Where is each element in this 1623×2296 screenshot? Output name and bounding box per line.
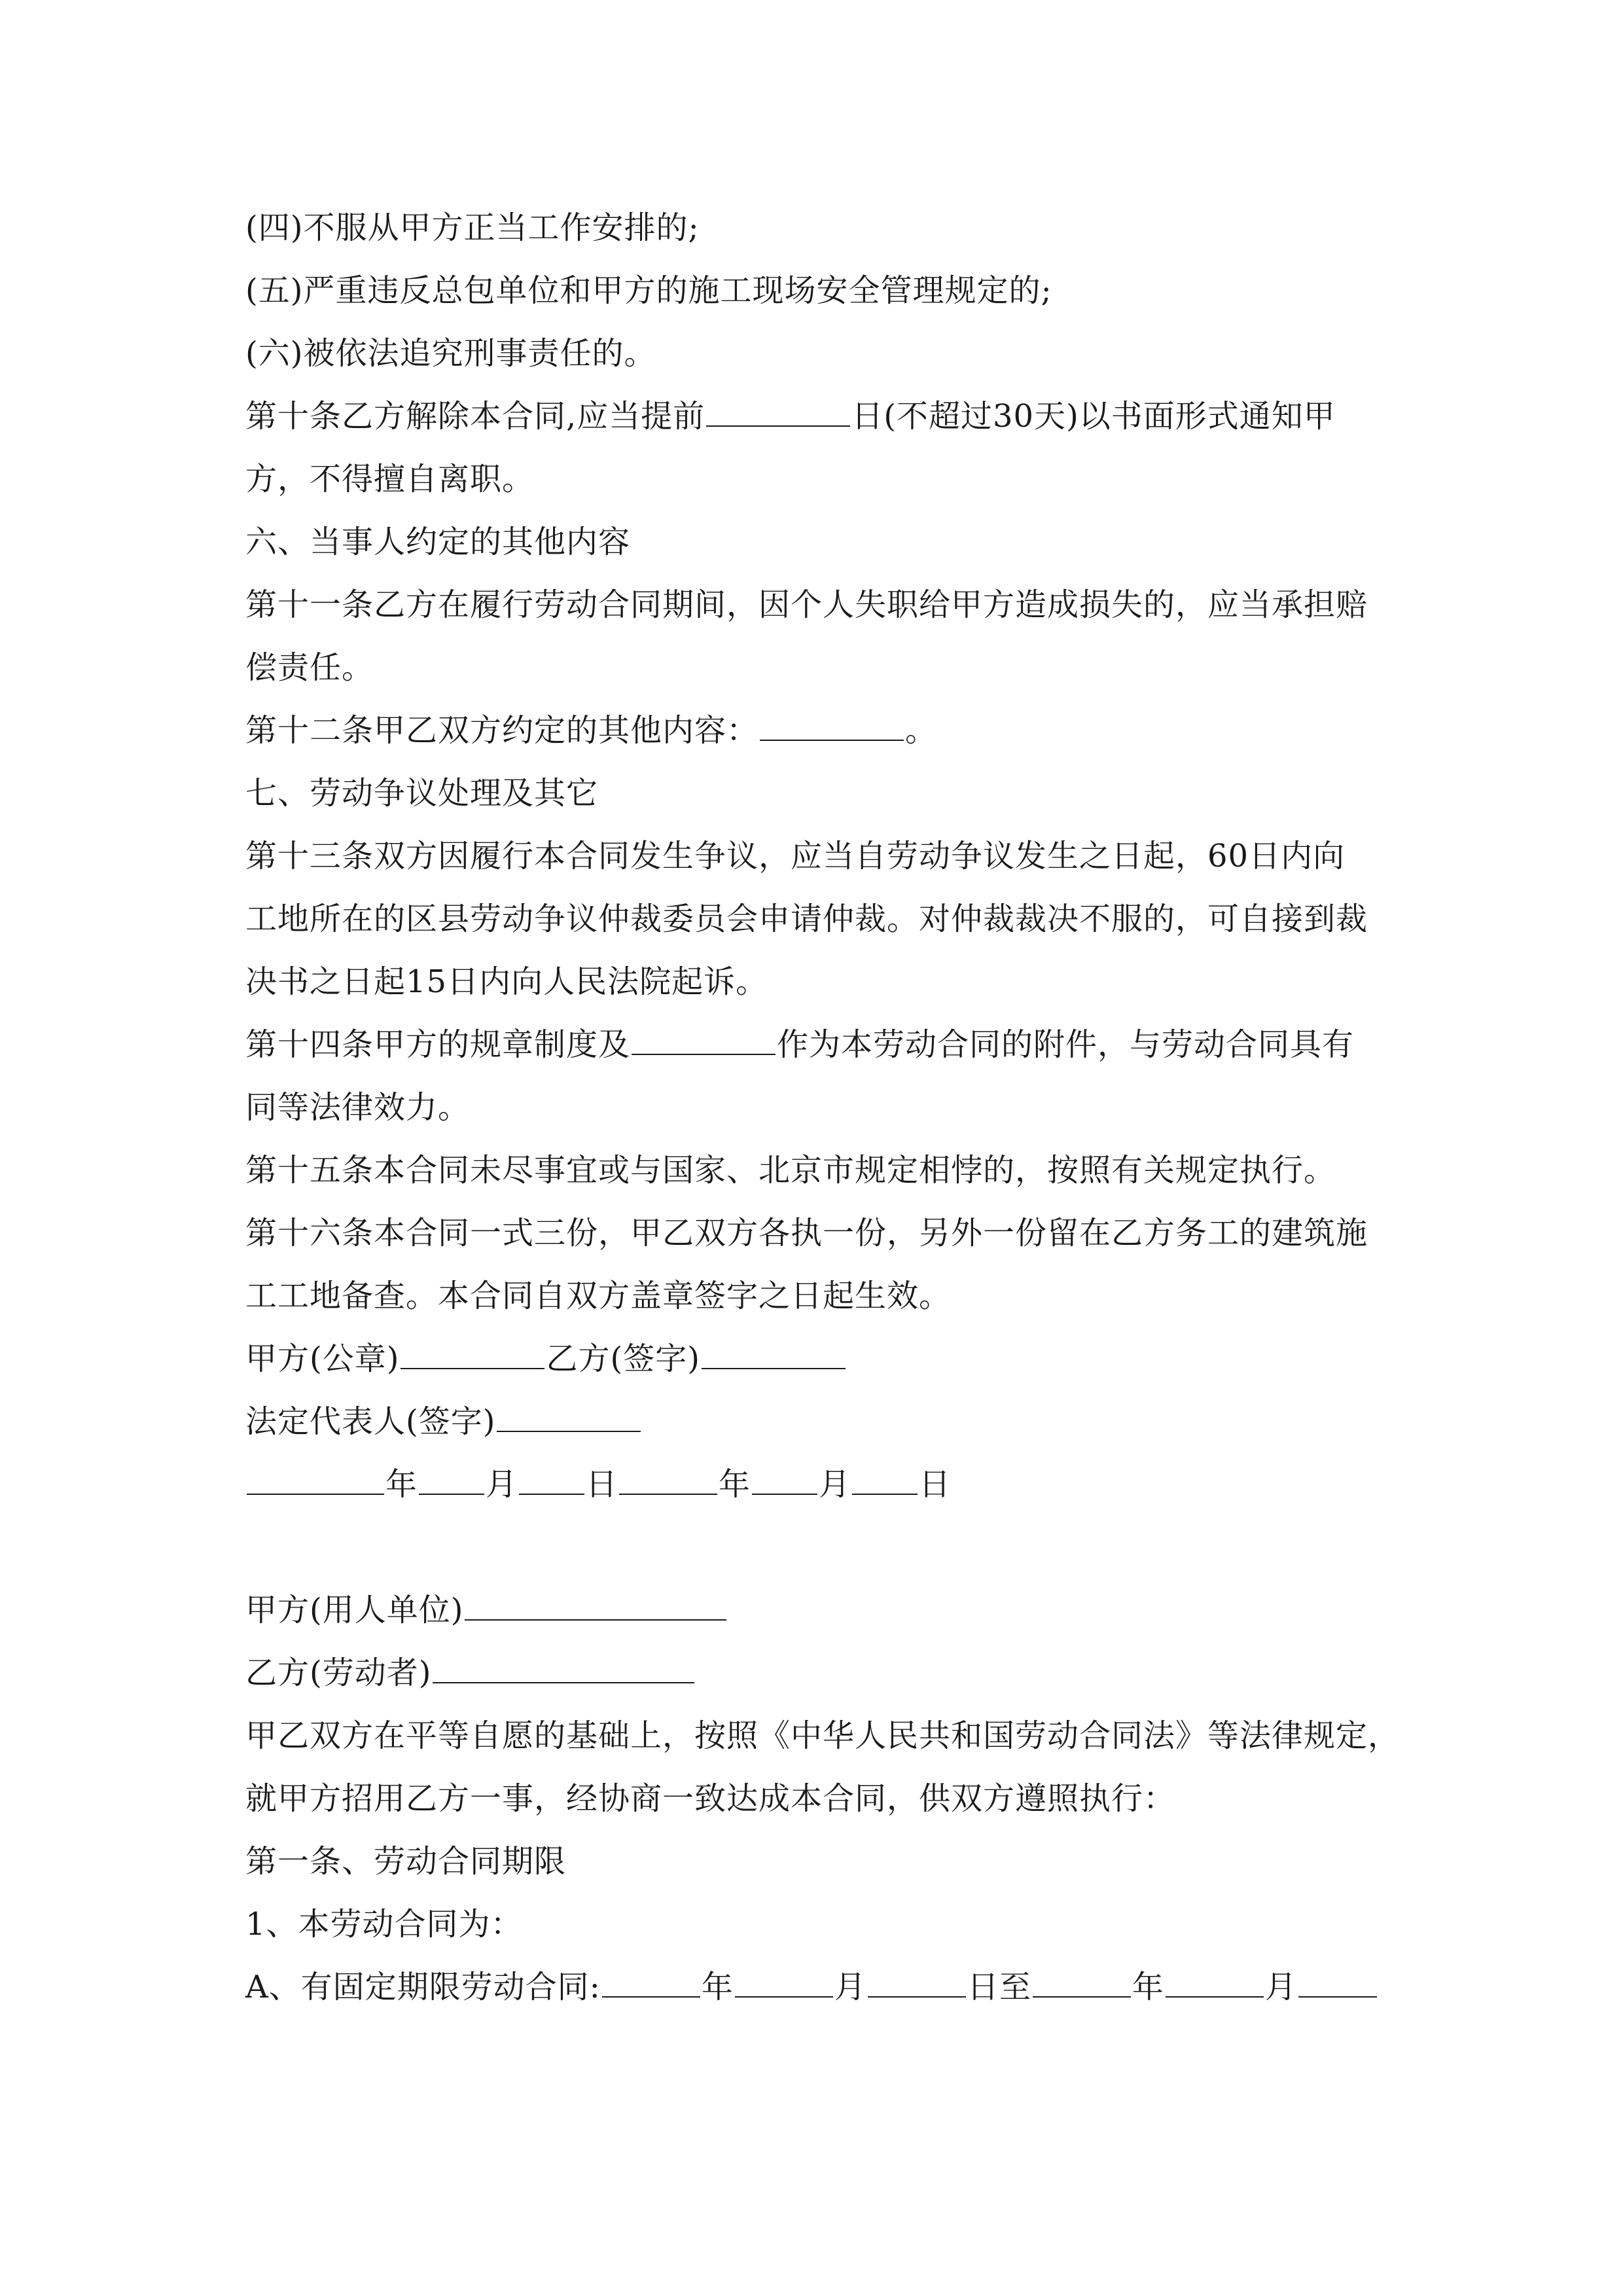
- date-a-month-label: 月: [486, 1466, 518, 1503]
- end-year-blank[interactable]: [1033, 1970, 1131, 1998]
- clause-item-6: (六)被依法追究刑事责任的。: [245, 335, 656, 372]
- fixed-term-line: [245, 1956, 1381, 2018]
- party-a-seal-blank[interactable]: [401, 1342, 544, 1369]
- article-1-item-1: 1、本劳动合同为：: [245, 1906, 523, 1943]
- other-content-blank[interactable]: [760, 713, 904, 741]
- article-14: [245, 1013, 1381, 1076]
- fixed-term-label: A、有固定期限劳动合同:: [245, 1969, 601, 2005]
- attachment-blank[interactable]: [632, 1028, 776, 1055]
- preamble: 甲乙双方在平等自愿的基础上，按照《中华人民共和国劳动合同法》等法律规定，: [245, 1717, 1400, 1754]
- date-line: [245, 1453, 1381, 1516]
- article-12-text: 第十二条甲乙双方约定的其他内容：: [245, 712, 759, 749]
- article-11: 第十一条乙方在履行劳动合同期间，因个人失职给甲方造成损失的，应当承担赔: [245, 586, 1368, 623]
- clause-item-5: (五)严重违反总包单位和甲方的施工现场安全管理规定的;: [245, 272, 1052, 309]
- date-a-day-blank[interactable]: [519, 1467, 584, 1495]
- notice-days-blank[interactable]: [706, 399, 850, 427]
- date-b-year-blank[interactable]: [619, 1467, 717, 1495]
- article-16-continued: 工工地备查。本合同自双方盖章签字之日起生效。: [245, 1278, 952, 1314]
- date-b-year-label: 年: [719, 1466, 751, 1503]
- section-gap: [245, 1516, 1381, 1579]
- article-13-continued-2: 决书之日起15日内向人民法院起诉。: [245, 963, 768, 1000]
- article-11-continued: 偿责任。: [245, 649, 374, 686]
- date-a-day-label: 日: [586, 1466, 618, 1503]
- start-month-label: 月: [834, 1969, 866, 2005]
- article-1-heading: 第一条、劳动合同期限: [245, 1843, 567, 1880]
- employee-label: 乙方(劳动者): [245, 1655, 432, 1691]
- legal-rep-blank[interactable]: [497, 1405, 641, 1432]
- party-b-signature-blank[interactable]: [702, 1342, 846, 1369]
- date-a-year-blank[interactable]: [247, 1467, 384, 1495]
- article-15: 第十五条本合同未尽事宜或与国家、北京市规定相悖的，按照有关规定执行。: [245, 1152, 1336, 1189]
- date-b-day-blank[interactable]: [852, 1467, 918, 1495]
- date-b-month-blank[interactable]: [752, 1467, 817, 1495]
- end-month-blank[interactable]: [1166, 1970, 1264, 1998]
- start-day-blank[interactable]: [868, 1970, 966, 1998]
- date-a-year-label: 年: [385, 1466, 418, 1503]
- article-14-continued: 同等法律效力。: [245, 1089, 471, 1126]
- article-13: 第十三条双方因履行本合同发生争议，应当自劳动争议发生之日起，60日内向: [245, 838, 1346, 874]
- legal-rep-line: [245, 1390, 1381, 1453]
- employer-label: 甲方(用人单位): [245, 1592, 464, 1628]
- article-13-continued-1: 工地所在的区县劳动争议仲裁委员会申请仲裁。对仲裁裁决不服的，可自接到裁: [245, 901, 1368, 937]
- employer-blank[interactable]: [465, 1593, 726, 1621]
- start-month-blank[interactable]: [735, 1970, 833, 1998]
- employee-line: [245, 1641, 1381, 1704]
- start-year-label: 年: [701, 1969, 734, 2005]
- section-6-heading: 六、当事人约定的其他内容: [245, 524, 631, 560]
- employee-blank[interactable]: [433, 1656, 694, 1683]
- party-a-seal-label: 甲方(公章): [245, 1340, 400, 1377]
- date-b-day-label: 日: [919, 1466, 952, 1503]
- article-10: [245, 385, 1381, 448]
- party-b-signature-label: 乙方(签字): [546, 1340, 700, 1377]
- preamble-continued: 就甲方招用乙方一事，经协商一致达成本合同，供双方遵照执行：: [245, 1780, 1176, 1817]
- article-14-text-b: 作为本劳动合同的附件，与劳动合同具有: [777, 1026, 1355, 1063]
- start-year-blank[interactable]: [602, 1970, 700, 1998]
- article-10-continued: 方，不得擅自离职。: [245, 461, 535, 497]
- start-day-to-label: 日至: [967, 1969, 1031, 2005]
- article-14-text-a: 第十四条甲方的规章制度及: [245, 1026, 631, 1063]
- article-10-text-a: 第十条乙方解除本合同,应当提前: [245, 398, 705, 435]
- end-day-blank[interactable]: [1298, 1970, 1377, 1998]
- section-7-heading: 七、劳动争议处理及其它: [245, 775, 599, 812]
- legal-rep-label: 法定代表人(签字): [245, 1403, 496, 1440]
- end-year-label: 年: [1132, 1969, 1164, 2005]
- clause-item-4: (四)不服从甲方正当工作安排的;: [245, 209, 700, 246]
- end-month-label: 月: [1264, 1969, 1297, 2005]
- article-16: 第十六条本合同一式三份，甲乙双方各执一份，另外一份留在乙方务工的建筑施: [245, 1215, 1368, 1251]
- document-page: [245, 196, 1400, 2018]
- employer-line: [245, 1579, 1381, 1641]
- date-a-month-blank[interactable]: [419, 1467, 484, 1495]
- signature-line: [245, 1327, 1381, 1390]
- article-12: [245, 699, 1381, 762]
- article-10-text-b: 日(不超过30天)以书面形式通知甲: [851, 398, 1336, 435]
- article-12-end: 。: [905, 712, 938, 749]
- date-b-month-label: 月: [819, 1466, 851, 1503]
